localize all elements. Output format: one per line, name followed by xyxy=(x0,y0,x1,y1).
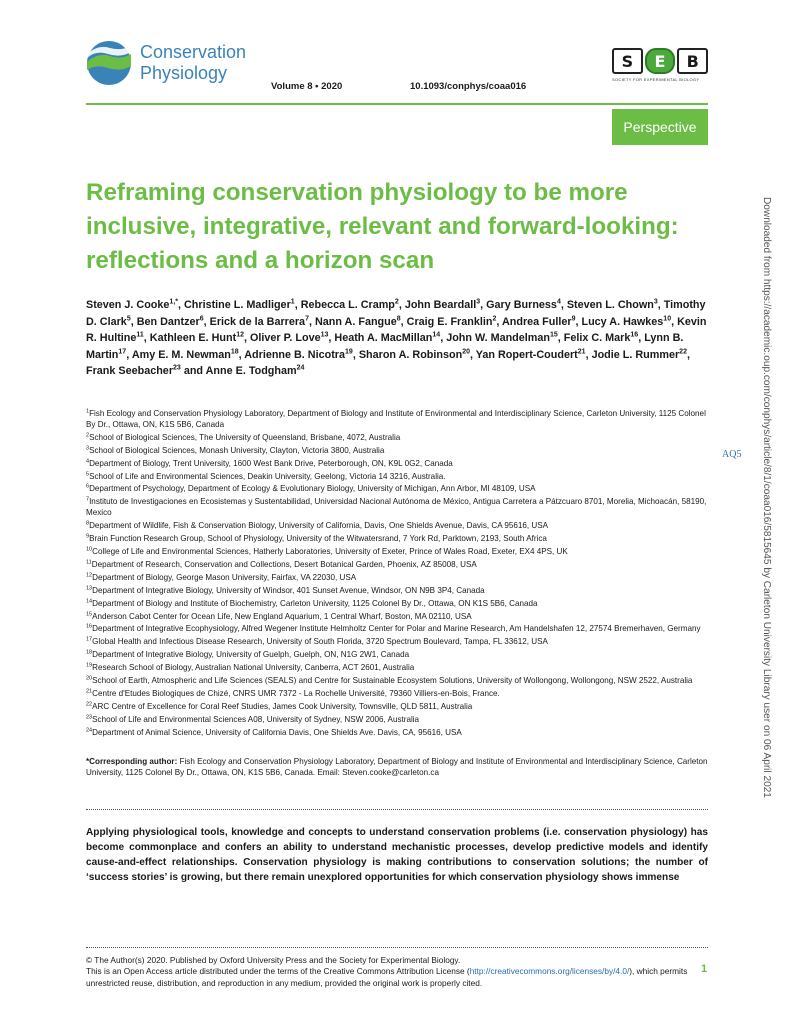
journal-logo-icon xyxy=(86,40,132,86)
author-name: Jodie L. Rummer$^{22}$ xyxy=(591,348,687,361)
affiliation-item: $^{18}$Department of Integrative Biology, University of Guelph, Guelph, ON, N1G 2W1, Canada xyxy=(86,649,410,660)
author-list: Steven J. Cooke$^{1,*}$, Christine L. Madliger$^1$, Rebecca L. Cramp$^2$, John Beardall$^3$, Gary Burness$^4$, Steven L. Chown$^3$, Timothy D. Clark$^5$, Ben Dantzer$^6$, Erick de la Barrera$^7$, Nann A. Fangue$^8$, Craig E. Franklin$^2$, Andrea Fuller$^9$, Lucy A. Hawkes$^{10}$, Kevin R. Hultine$^{11}$, Kathleen E. Hunt$^{12}$, Oliver P. Love$^{13}$, Heath A. MacMillan$^{14}$, John W. Mandelman$^{15}$, Felix C. Mark$^{16}$, Lynn B. Martin$^{17}$, Amy E. M. Newman$^{18}$, Adrienne B. Nicotra$^{19}$, Sharon A. Robinson$^{20}$, Yan Ropert-Coudert$^{21}$, Jodie L. Rummer$^{22}$, Frank Seebacher$^{23}$ and Anne E. Todgham$^{24}$ xyxy=(86,298,707,378)
article-title: Reframing conservation physiology to be more inclusive, integrative, relevant and forward-looking: reflections and a horizon scan xyxy=(86,179,679,274)
author-name: Yan Ropert-Coudert$^{21}$ xyxy=(475,348,586,361)
author-query-marker[interactable]: AQ5 xyxy=(722,449,742,460)
author-name: John W. Mandelman$^{15}$ xyxy=(446,331,558,345)
author-name: John Beardall$^3$ xyxy=(404,298,481,311)
author-name: Andrea Fuller$^9$ xyxy=(501,315,576,328)
license-link[interactable]: http://creativecommons.org/licenses/by/4.0/ xyxy=(469,966,630,977)
affiliation-item: $^{13}$Department of Integrative Biology, University of Windsor, 401 Sunset Avenue, Windsor, ON N9B 3P4, Canada xyxy=(86,585,485,595)
author-name: Lynn B. Martin$^{17}$ xyxy=(86,332,684,361)
journal-name xyxy=(140,42,246,84)
affiliation-item: $^3$School of Biological Sciences, Monash University, Clayton, Victoria 3800, Australia xyxy=(86,445,385,455)
seb-letter-s: S xyxy=(612,48,643,74)
affiliation-item: $^1$Fish Ecology and Conservation Physiology Laboratory, Department of Biology and Institute of Environmental and Interdisciplinary Science, Carleton University, 1125 Colonel By Dr., Ottawa, ON, K1S 5B6, Canada xyxy=(86,408,706,429)
divider-dotted xyxy=(86,809,708,810)
affiliation-item: $^{17}$Global Health and Infectious Disease Research, University of South Florida, 3720 Spectrum Boulevard, Tampa, FL 33612, USA xyxy=(86,636,548,647)
corresponding-label: *Corresponding author: xyxy=(86,757,178,766)
affiliation-item: $^{19}$Research School of Biology, Australian National University, Canberra, ACT 2601, Australia xyxy=(86,662,415,673)
page-number: 1 xyxy=(701,963,708,975)
affiliation-item: $^{14}$Department of Biology and Institute of Biochemistry, Carleton University, 1125 Colonel By Dr., Ottawa, ON K1S 5B6, Canada xyxy=(86,597,538,608)
affiliation-item: $^{12}$Department of Biology, George Mason University, Fairfax, VA 22030, USA xyxy=(86,572,357,582)
journal-name-line1: Conservation xyxy=(140,42,247,62)
affiliation-item: $^6$Department of Psychology, Department of Ecology & Evolutionary Biology, University of Michigan, Ann Arbor, MI 48109, USA xyxy=(86,483,536,494)
author-name: Anne E. Todgham$^{24}$ xyxy=(205,364,305,378)
author-name: Heath A. MacMillan$^{14}$ xyxy=(334,331,441,345)
affiliation-item: $^{15}$Anderson Cabot Center for Ocean Life, New England Aquarium, 1 Central Wharf, Boston, MA 02110, USA xyxy=(86,610,472,621)
download-watermark: Downloaded from https://academic.oup.com/conphys/article/8/1/coaa016/5815645 by Carleton University Library user on 06 April 2021 xyxy=(761,197,772,798)
affiliation-item: $^5$School of Life and Environmental Sciences, Deakin University, Geelong, Victoria 14 3216, Australia. xyxy=(86,470,446,481)
affiliation-item: $^{11}$Department of Research, Conservation and Collections, Desert Botanical Garden, Phoenix, AZ 85008, USA xyxy=(86,559,477,569)
affiliation-item: $^{22}$ARC Centre of Excellence for Coral Reef Studies, James Cook University, Townsville, QLD 5811, Australia xyxy=(86,701,473,711)
affiliation-item: $^{23}$School of Life and Environmental Sciences A08, University of Sydney, NSW 2006, Australia xyxy=(86,714,420,724)
license-text-after: ), which permits unrestricted reuse, distribution, and reproduction in any medium, provided the original work is properly cited. xyxy=(86,966,688,988)
affiliation-list xyxy=(86,409,711,741)
doi-label: 10.1093/conphys/coaa016 xyxy=(410,81,527,92)
affiliation-item: $^7$Instituto de Investigaciones en Ecosistemas y Sustentabilidad, Universidad Nacional Autónoma de México, Antigua Carretera a Pátzcuaro 8701, Morelia, Michoacán, 58190, Mexico xyxy=(86,496,707,518)
author-name: Sharon A. Robinson$^{20}$ xyxy=(358,348,470,361)
author-name: Timothy D. Clark$^5$ xyxy=(86,299,706,328)
copyright-line: © The Author(s) 2020. Published by Oxford University Press and the Society for Experimental Biology. xyxy=(86,955,461,965)
affiliation-item: $^{21}$Centre d'Etudes Biologiques de Chizé, CNRS UMR 7372 - La Rochelle Université, 79360 Villiers-en-Bois, France. xyxy=(86,688,500,698)
footer xyxy=(86,955,696,989)
society-logo xyxy=(612,48,708,82)
author-name: Amy E. M. Newman$^{18}$ xyxy=(131,348,239,361)
author-name: Felix C. Mark$^{16}$ xyxy=(563,331,639,345)
society-name: SOCIETY FOR EXPERIMENTAL BIOLOGY xyxy=(612,77,700,82)
author-name: Steven L. Chown$^3$ xyxy=(566,298,658,311)
author-name: Gary Burness$^4$ xyxy=(486,298,561,311)
journal-name-line2: Physiology xyxy=(140,63,228,83)
affiliation-item: $^{16}$Department of Integrative Ecophysiology, Alfred Wegener Institute Helmholtz Center for Polar and Marine Research, Am Handelshafen 12, 27574 Bremerhaven, Germany xyxy=(86,623,701,634)
author-name: Kathleen E. Hunt$^{12}$ xyxy=(149,331,244,345)
header-rule xyxy=(86,103,708,105)
author-name: Craig E. Franklin$^2$ xyxy=(406,315,497,328)
author-name: Adrienne B. Nicotra$^{19}$ xyxy=(244,348,353,361)
footer-divider-dotted xyxy=(86,947,708,948)
abstract-text: Applying physiological tools, knowledge and concepts to understand conservation problems (i.e. conservation physiology) has become commonplace and confers an ability to understand mechanistic processes, develop predictive models and identify cause-and-effect relationships. Conservation physiology is making contributions to conservation solutions; the number of ‘success stories’ is growing, but there remain unexplored opportunities for which conservation physiology shows immense xyxy=(86,827,708,883)
author-name: Lucy A. Hawkes$^{10}$ xyxy=(581,315,672,328)
affiliation-item: $^2$School of Biological Sciences, The University of Queensland, Brisbane, 4072, Australia xyxy=(86,432,401,442)
affiliation-item: $^9$Brain Function Research Group, School of Physiology, University of the Witwatersrand, 7 York Rd, Parktown, 2193, South Africa xyxy=(86,533,547,544)
affiliation-item: $^{20}$School of Earth, Atmospheric and Life Sciences (SEALS) and Centre for Sustainable Ecosystem Solutions, University of Wollongong, Wollongong, NSW 2522, Australia xyxy=(86,675,693,686)
author-name: Ben Dantzer$^6$ xyxy=(136,315,204,328)
author-name: Erick de la Barrera$^7$ xyxy=(209,315,309,328)
corresponding-text: Fish Ecology and Conservation Physiology Laboratory, Department of Biology and Institute of Environmental and Interdisciplinary Science, Carleton University, 1125 Colonel By Dr., Ottawa, ON, K1S 5B6, Canada. Email: Steven.cooke@carleton.ca xyxy=(86,757,708,778)
author-name: Kevin R. Hultine$^{11}$ xyxy=(86,315,707,345)
author-name: Christine L. Madliger$^1$ xyxy=(183,298,295,311)
author-name: Rebecca L. Cramp$^2$ xyxy=(300,298,399,311)
affiliation-item: $^{24}$Department of Animal Science, University of California Davis, One Shields Ave. Davis, CA, 95616, USA xyxy=(86,726,462,737)
author-name: Oliver P. Love$^{13}$ xyxy=(249,331,329,345)
author-name: Frank Seebacher$^{23}$ xyxy=(86,364,181,378)
seb-letter-b: B xyxy=(677,48,708,74)
article-type-badge: Perspective xyxy=(612,109,708,145)
affiliation-item: $^{10}$College of Life and Environmental Sciences, Hatherly Laboratories, University of Exeter, Prince of Wales Road, Exeter, EX4 4PS, UK xyxy=(86,546,568,556)
license-line xyxy=(86,966,696,989)
affiliation-item: $^8$Department of Wildlife, Fish & Conservation Biology, University of California, Davis, One Shields Avenue, Davis, CA 95616, USA xyxy=(86,520,549,531)
affiliation-item: $^4$Department of Biology, Trent University, 1600 West Bank Drive, Peterborough, ON, K9L 0G2, Canada xyxy=(86,457,453,468)
license-text-before: This is an Open Access article distributed under the terms of the Creative Commons Attribution License ( xyxy=(86,966,470,977)
corresponding-author xyxy=(86,756,711,778)
seb-letter-e: E xyxy=(645,48,676,74)
author-name: Steven J. Cooke$^{1,*}$ xyxy=(86,298,178,311)
author-name: Nann A. Fangue$^8$ xyxy=(314,315,401,328)
volume-label: Volume 8 • 2020 xyxy=(271,81,343,92)
